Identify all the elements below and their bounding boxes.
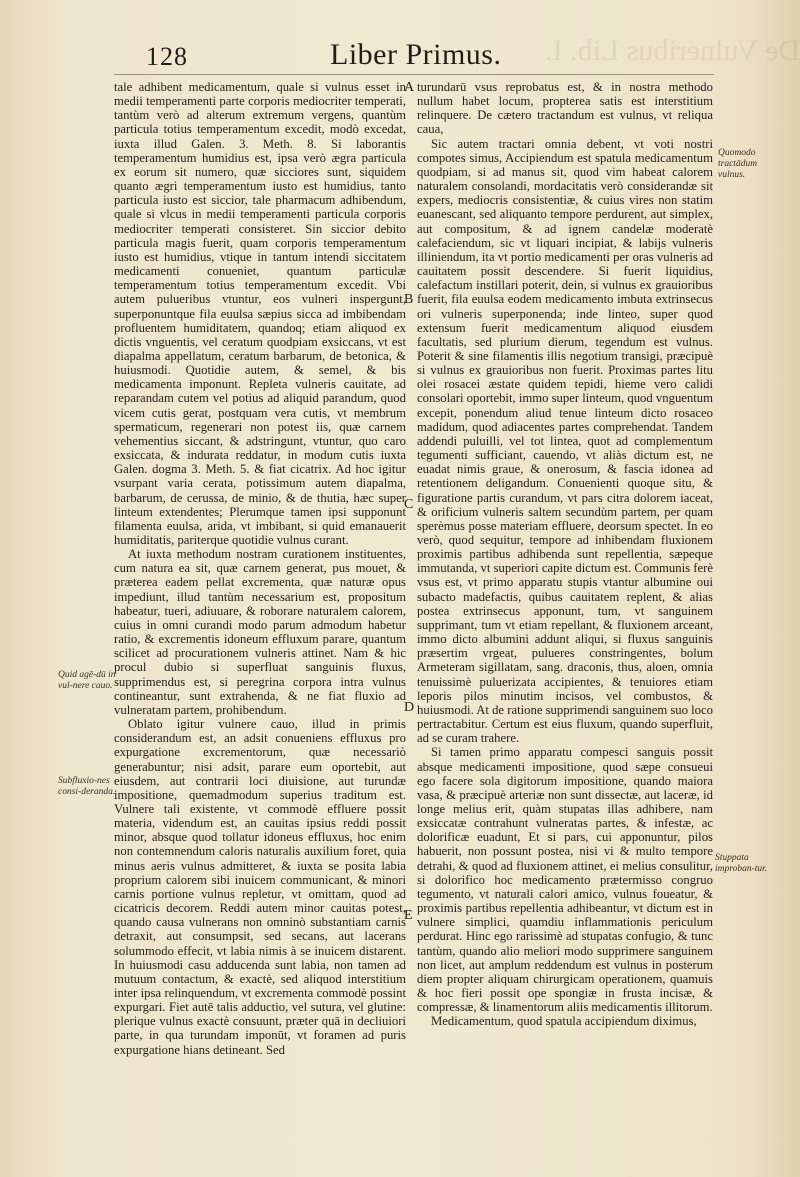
bleed-through-text: De Vulneribus Lib. I. (545, 34, 800, 67)
side-note-subfluxiones: Subfluxio-nes consi-deranda. (58, 776, 116, 797)
margin-letter-c: C (404, 497, 414, 512)
right-paragraph-1: turundarū vsus reprobatus est, & in nostra methodo nullum habet locum, propterea satis est interstitium relinquere. De cætero tractandum est vulnus, vt reliqua caua, (417, 80, 713, 137)
margin-letter-b: B (404, 292, 414, 307)
right-paragraph-2: Sic autem tractari omnia debent, vt voti nostri compotes simus, Accipiendum est spatula medicamentum quodpiam, si ad manus sit, quod vim habeat calorem naturalem consolandi, mordacitatis verò considerandæ sit expers, mediocris consistentiæ, & cuius vires non statim euanescant, sed aliquanto tempore perdurent, aut simplex, aut compositum, & ad ignem candelæ moderatè calefaciendum, sic vt liquari incipiat, & labijs vulneris illiniendum, ita vt portio medicamenti per oras vulneris ad cauitatem possit descendere. Si fuerit liquidius, calefactum instillari poterit, dein, si vulnus ex grauioribus fuerit, fila euulsa eodem medicamento imbuta extrinsecus ori vulneris superponenda; inde linteo, super quod extensum fuerit medicamentum aliquod eiusdem facultatis, sed plurium dierum, tegendum est vulnus. Poterit & sine filamentis illis negotium transigi, præcipuè si vulnus ex grauioribus non fuerit. Proximas partes litu olei rosacei æstate quidem tepidi, hieme vero calidi consolari oportebit, immo super linteum, quod vnguentum excepit, ponendum aliud tenue linteum dicto rosaceo madidum, quod adiacentes partes comprehendat. Tandem addendi puluilli, vel tot lintea, quot ad complementum tegumenti sufficiant, cauendo, vt aliàs dictum est, ne euadat nimis graue, & onerosum, & fascia idonea ad retentionem deligandum. Conuenienti quoque situ, & figuratione partis curandum, vt pars citra dolorem iaceat, & orificium vulneris saltem secundùm partem, per quam sperèmus posse materiam effluere, deorsum spectet. In eo verò, quod sequitur, tempore ad inhibendam fluxionem proximis partibus adhibenda sunt repellentia, sæpeque immutanda, vt superiori capite dictum est. Communis ferè vsus est, vt primo apparatu stupis vtantur albumine oui subacto madefactis, quibus cauitatem replent, & alias postea extrinsecus apponunt, tum, vt sanguinem supprimant, tum vt etiam repellant, & fluxionem arceant, immo dicto albumini addunt aliqui, si fluxus sanguinis præsertim vrgeat, pulueres constringentes, bolum Armeteram sigillatam, sang. draconis, thus, aloen, omnia tenuissimè puluerizata accipientes, & tenuiores etiam leporis pilos minutim incisos, vel combustos, & huiusmodi. At de ratione supprimendi sanguinem suo loco pertractabitur. Certum est eius fluxum, quando superfluit, ad se curam trahere. (417, 136, 714, 746)
margin-letter-d: D (404, 700, 415, 715)
page-number: 128 (146, 42, 188, 71)
right-paragraph-3: Si tamen primo apparatu compesci sanguis possit absque medicamenti impositione, quod sæpe consueui ego facere sola digitorum impositione, quando maiora vasa, & præcipuè arteriæ non sunt dissectæ, aut laceræ, id longe melius erit, quàm stupatas illas adhibere, nam exsiccatæ contrahunt vulneratas partes, & infestæ, ac dolorificæ euadunt, Et si pars, cui apponuntur, pilos habuerit, non possunt postea, nisi vi & multo tempore detrahi, & quod ad fluxionem attinet, ei melius consulitur, si dolorifico hoc medicamento prætermisso congruo tegumento, vt naturali calori amico, vulnus foueatur, & proximis partibus repellentia adhibeantur, vt dictum est in vulnere simplici, quamdiu inflammationis periculum perdurat. Hinc ego rarissimè ad stupatas confugio, & tunc tantùm, quando alio meliori modo supprimere sanguinem non licet, aut amplum reddendum est vulnus in posterum diem propter aliquam chirurgicam operationem, quamuis & hoc fieri possit ope spongiæ in frusta incisæ, & compressæ, & linamentorum aliis medicamentis illitorum. (417, 745, 713, 1015)
right-paragraph-4: Medicamentum, quod spatula accipiendum diximus, (431, 1014, 697, 1029)
left-paragraph-3: Oblato igitur vulnere cauo, illud in primis considerandum est, an adsit conueniens effluxus pro expurgatione excrementorum, quæ necessariò generabuntur; nisi adsit, parare eum oportebit, aut eiusdem, aut contrarii loci diuisione, aut turundæ impositione, quemadmodum superius traditum est. Vulnere tali existente, vt commodè effluere possit materia, videndum est, an cauitas ipsius reddi possit minor, absque quod tollatur idoneus effluxus, hoc enim non contemnendum caloris naturalis auxilium foret, quia minus aeris vulnus admitteret, & iuxta se posita labia proprium calorem sibi inuicem communicant, & minori carnis portione vulnus repletur, vt omittam, quod ad cicatricis decorem. Reddi autem minor cauitas potest, quando causa vulnerans non omninò substantiam carnis detraxit, aut consumpsit, sed secans, aut lacerans solummodo effecit, vt labia nimis à se inuicem distarent. In huiusmodi casu adducenda sunt labia, non tamen ad mutuum contactum, & exactè, sed aliquod interstitium inter ipsa relinquendum, vt excrementa commodè possint expurgari. Fiet autē talis adductio, vel sutura, vel glutine: plerique vulnus exactè consuunt, præter quā in decliuiori parte, in qua turundam imponūt, vt foramen ad puris expurgatione hians detineant. Sed (114, 717, 406, 1057)
running-title: Liber Primus. (330, 38, 502, 71)
side-note-tractandum: Quomodo tractādum vulnus. (718, 148, 758, 180)
margin-letter-a: A (404, 80, 415, 95)
margin-letter-e: E (404, 908, 413, 923)
side-note-stuppata: Stuppata improban-tur. (715, 853, 768, 874)
side-note-vulnere-cauo: Quid agē-dū in vul-nere cauo. (58, 670, 116, 691)
header-rule (114, 74, 714, 75)
left-column (114, 80, 406, 1057)
left-paragraph-1: tale adhibent medicamentum, quale si vulnus esset in medii temperamenti parte corporis mediocriter temperati, tantùm verò ad alterum extremum vergens, quantùm particula totius temperamentum excedit, modò excedat, iuxta illud Galen. 3. Meth. 8. Si laborantis temperamentum humidius est, ipsa verò ægra particula ex eorum sit numero, quæ sicciores sunt, siquidem quanto ægri temperamentum iusto est humidius, tanto particula iusto est siccior, tale pharmacum adhibendum, quale si vlcus in medii temperamenti particula corporis mediocriter temperati consisteret. Sin siccior debito particula magis fuerit, quam corporis temperamentum iusto est humidius, vtique in tantum intendi siccitatem medicamenti conueniet, quantum particulæ temperamentum totius temperamentum excedit. Vbi autem pulueribus vtuntur, eos vulneri inspergunt, superponuntque fila euulsa sæpius sicca ad imbibendam profluentem humiditatem, quandoq; etiam aliquod ex dictis vnguentis, vel ceratum quodpiam exsiccans, vt est diapalma appellatum, ceratum barbarum, de betonica, & huiusmodi. Quotidie autem, & semel, & bis medicamenta imponunt. Repleta vulneris cauitate, ad reparandam cutem vel potius ad aliquid parandum, quod vicem cutis gerat, postquam vera cutis, vt membrum spermaticum, regenerari non potest iis, quæ carnem vehementius siccant, & adstringunt, vtuntur, quo caro exsiccata, & indurata reddatur, in modum cutis iuxta Galen. dogma 3. Meth. 5. & fiat cicatrix. Ad hoc igitur vsurpant varia cerata, potissimum autem diapalma, barbarum, de cerussa, de minio, & de thutia, hæc super linteum extendentes; Plerumque tamen ipsi supponunt filamenta euulsa, arida, vt imbibant, si quid emanauerit humiditatis, pariterque quotidie vulnus curant. (114, 80, 406, 547)
right-column (417, 80, 713, 1028)
left-paragraph-2: At iuxta methodum nostram curationem instituentes, cum natura ea sit, quæ carnem generat, pus mouet, & præterea eadem pellat excrementa, quæ naturæ opus impediunt, illud tantùm necessarium est, propositum habeatur, tueri, adiuuare, & roborare naturalem calorem, cuius in omni curandi modo parum admodum habetur ratio, & excrementis idoneum effluxum parare, quantum scilicet ad procurationem vulneris attinet. Nam & hic procul dubio si superfluat sanguinis fluxus, supprimendus est, si peregrina corpora intra vulnus contineantur, sunt extrahenda, & ne fiat fluxio ad vulneratam partem, prohibendum. (114, 547, 406, 717)
